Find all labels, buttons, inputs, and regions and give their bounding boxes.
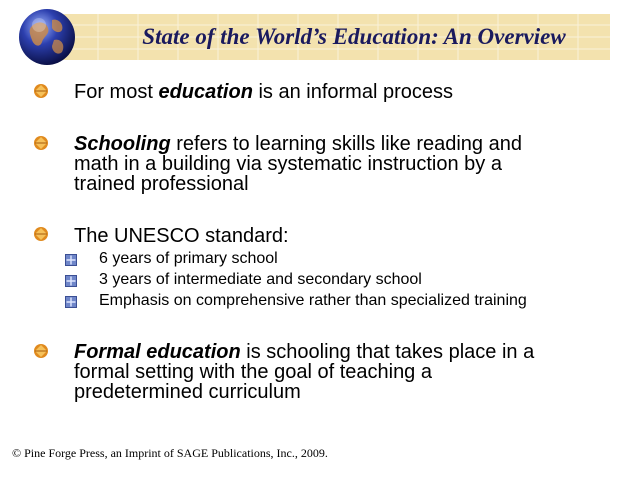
title-bar — [58, 14, 610, 60]
blue-square-bullet-icon — [65, 296, 77, 308]
bullet-prefix: For most — [74, 81, 159, 103]
bullet-schooling-line-1 — [74, 134, 522, 154]
bullet-line-rest: is schooling that takes place in a — [240, 341, 535, 363]
copyright-footer: © Pine Forge Press, an Imprint of SAGE Publications, Inc., 2009. — [12, 446, 328, 460]
sub-item-comprehensive-training: Emphasis on comprehensive rather than specialized training — [99, 292, 527, 309]
slide-title: State of the World’s Education: An Overview — [142, 24, 566, 49]
orange-diamond-bullet-icon — [33, 135, 49, 151]
sub-item-primary-school: 6 years of primary school — [99, 250, 278, 267]
bullet-formal-education-line-1 — [74, 342, 534, 362]
bullet-informal-education — [74, 82, 453, 102]
bullet-line-rest: refers to learning skills like reading and — [170, 133, 522, 155]
bullet-emphasis: Formal education — [74, 341, 241, 363]
globe-icon — [18, 8, 76, 66]
bullet-unesco-standard: The UNESCO standard: — [74, 225, 289, 247]
orange-diamond-bullet-icon — [33, 226, 49, 242]
bullet-emphasis: education — [158, 81, 253, 103]
blue-square-bullet-icon — [65, 254, 77, 266]
blue-square-bullet-icon — [65, 275, 77, 287]
orange-diamond-bullet-icon — [33, 343, 49, 359]
bullet-suffix: is an informal process — [252, 81, 453, 103]
bullet-formal-education-line-2: formal setting with the goal of teaching a — [74, 361, 432, 383]
bullet-emphasis: Schooling — [74, 133, 171, 155]
bullet-formal-education-line-3: predetermined curriculum — [74, 381, 301, 403]
sub-item-secondary-school: 3 years of intermediate and secondary school — [99, 271, 422, 288]
bullet-schooling-line-3: trained professional — [74, 173, 249, 195]
orange-diamond-bullet-icon — [33, 83, 49, 99]
bullet-schooling-line-2: math in a building via systematic instruction by a — [74, 153, 502, 175]
